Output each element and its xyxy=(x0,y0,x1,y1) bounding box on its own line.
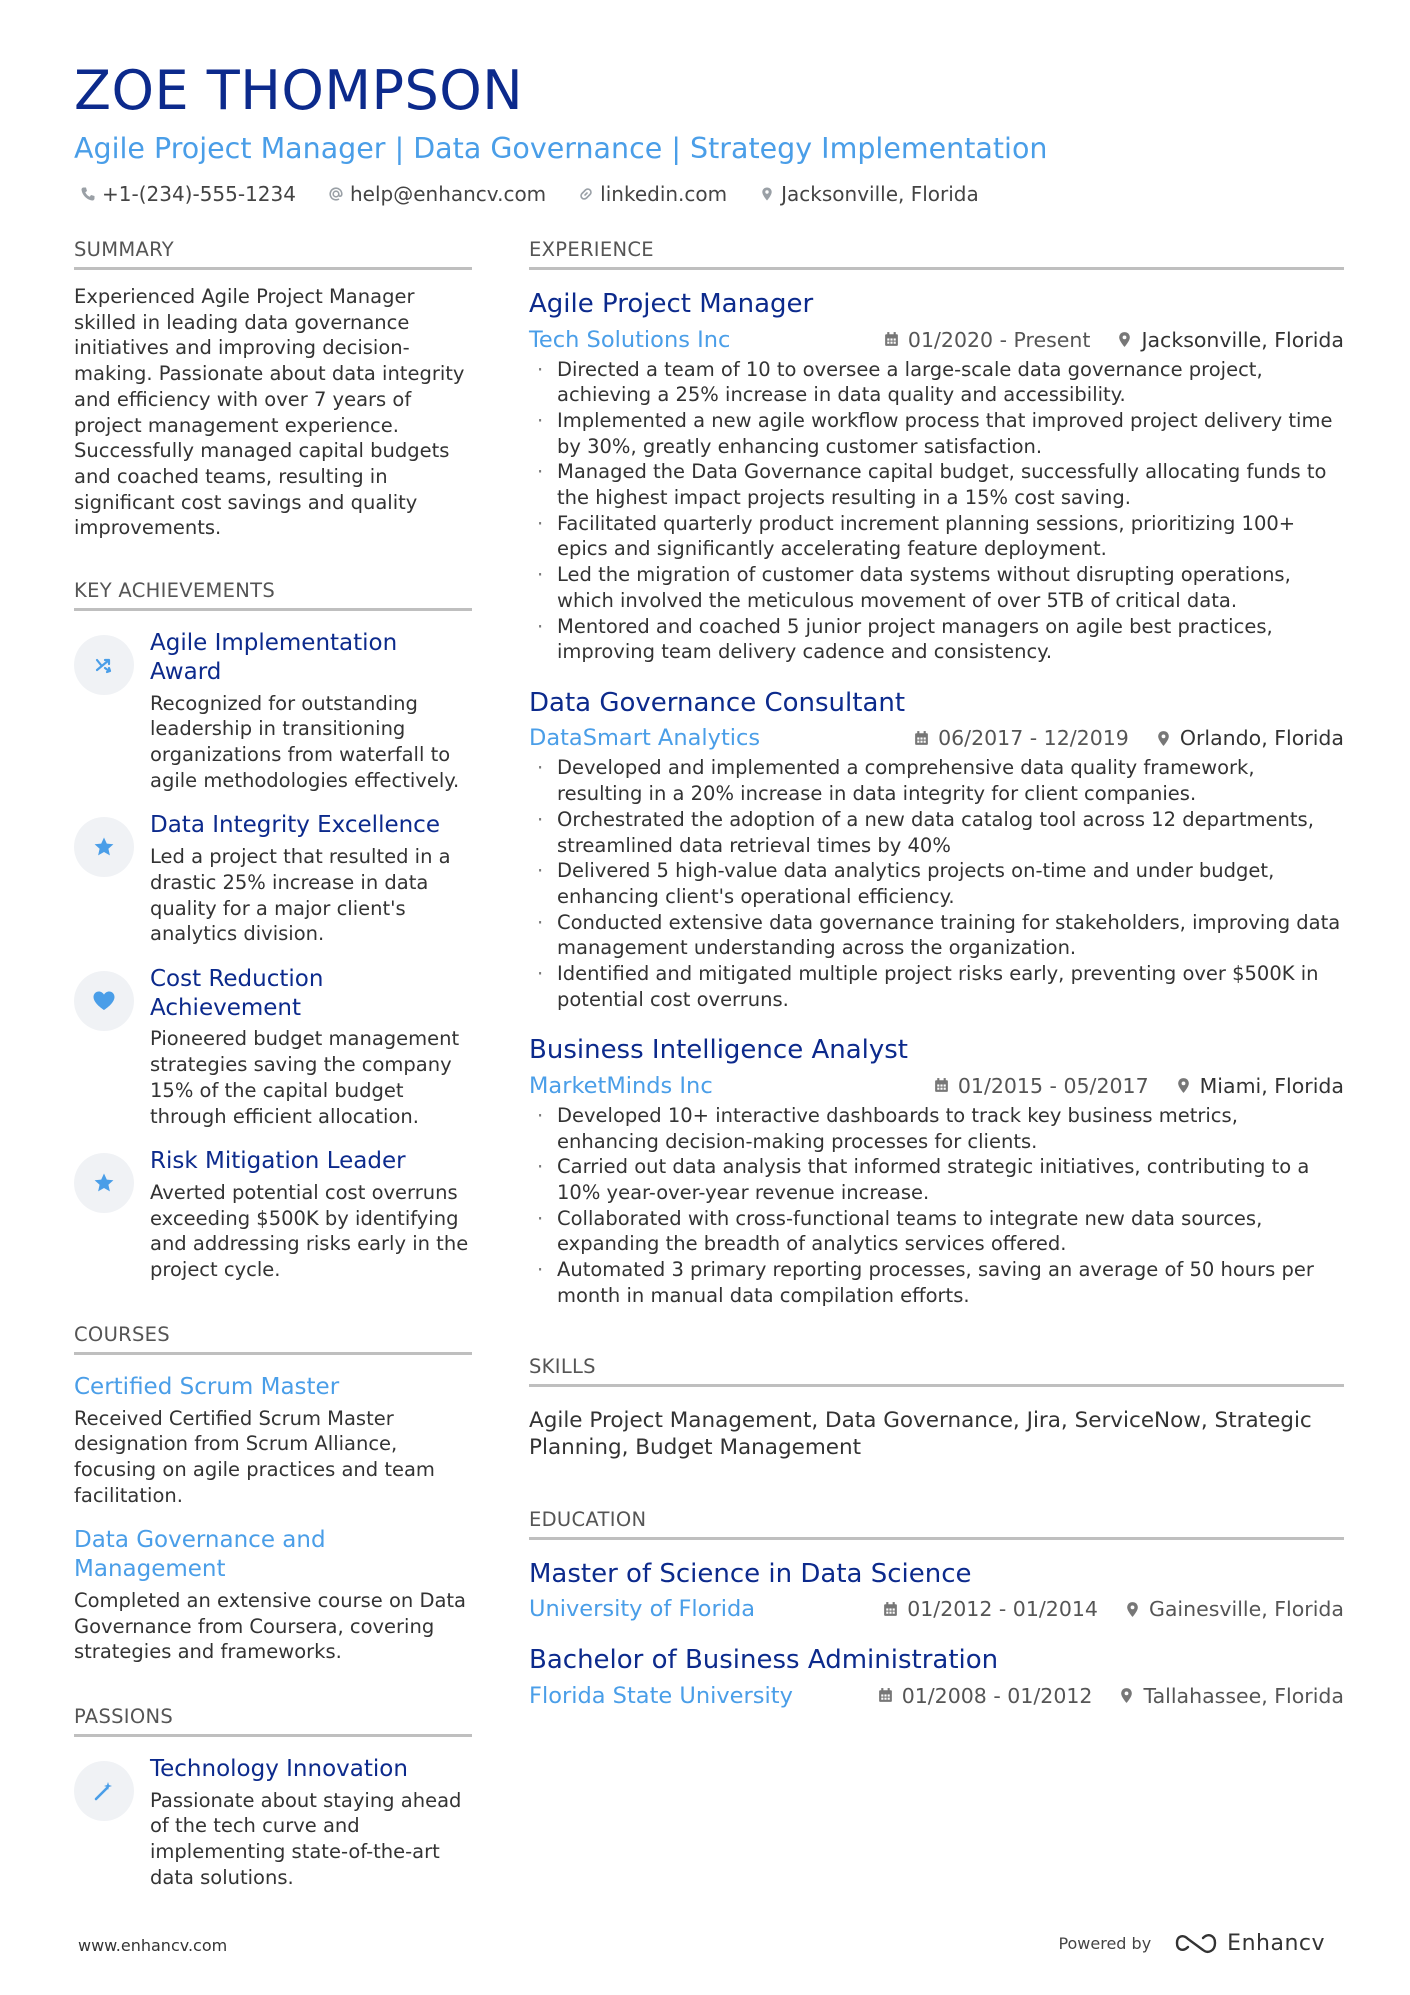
company-name: DataSmart Analytics xyxy=(529,725,761,752)
location-pin-icon xyxy=(1118,1687,1135,1704)
calendar-icon xyxy=(883,331,900,348)
right-column xyxy=(529,238,1344,1709)
job-bullet: · Directed a team of 10 to oversee a large-scale data governance project, achieving a 25% increase in data quality and accessibility. xyxy=(529,357,1344,408)
location-pin-icon xyxy=(1124,1601,1141,1618)
enhancv-logo-icon xyxy=(1173,1930,1219,1956)
location-pin-icon xyxy=(759,186,775,202)
candidate-name: ZOE THOMPSON xyxy=(74,59,524,122)
degree-title: Master of Science in Data Science xyxy=(529,1558,972,1589)
education-section xyxy=(529,1508,1344,1709)
company-name: MarketMinds Inc xyxy=(529,1072,713,1099)
brand-name: Enhancv xyxy=(1227,1930,1325,1956)
achievement-text: Pioneered budget management strategies saving the company 15% of the capital budget through efficient allocation. xyxy=(150,1027,460,1128)
linkedin-text: linkedin.com xyxy=(600,182,728,207)
summary-heading: SUMMARY xyxy=(74,238,472,270)
course-title: Certified Scrum Master xyxy=(74,1373,340,1400)
school-name: University of Florida xyxy=(529,1596,756,1623)
left-column xyxy=(74,238,472,1891)
job-bullet: · Delivered 5 high-value data analytics projects on-time and under budget, enhancing client's operational efficiency. xyxy=(529,858,1344,909)
achievement-item xyxy=(74,811,472,947)
achievement-title: Risk Mitigation Leader xyxy=(150,1148,406,1175)
job-bullet: · Orchestrated the adoption of a new data catalog tool across 12 departments, streamlined data retrieval times by 40% xyxy=(529,807,1344,858)
calendar-icon xyxy=(933,1077,950,1094)
contact-phone[interactable] xyxy=(74,182,296,206)
degree-title: Bachelor of Business Administration xyxy=(529,1645,999,1676)
job-bullet: · Led the migration of customer data systems without disrupting operations, which involved the meticulous movement of over 5TB of critical data. xyxy=(529,562,1344,613)
summary-text: Experienced Agile Project Manager skilled in leading data governance initiatives and improving decision-making. Passionate about data integrity and efficiency with over 7 years of project management experience. Successfully managed capital budgets and coached teams, resulting in significant cost savings and quality improvements. xyxy=(74,285,465,540)
magic-wand-icon xyxy=(74,1761,134,1821)
achievement-item xyxy=(74,629,472,793)
star-icon xyxy=(74,817,134,877)
experience-heading: EXPERIENCE xyxy=(529,238,1344,270)
job-bullets xyxy=(529,1103,1344,1309)
agile-arrows-icon xyxy=(74,635,134,695)
achievement-title: Cost Reduction Achievement xyxy=(150,965,324,1021)
job-bullet: · Collaborated with cross-functional teams to integrate new data sources, expanding the breadth of analytics services offered. xyxy=(529,1206,1344,1257)
job-bullet: · Automated 3 primary reporting processes, saving an average of 50 hours per month in manual data compilation efforts. xyxy=(529,1257,1344,1308)
skills-text: Agile Project Management, Data Governance, Jira, ServiceNow, Strategic Planning, Budget Management xyxy=(529,1407,1312,1461)
course-item xyxy=(74,1526,472,1665)
course-text: Received Certified Scrum Master designation from Scrum Alliance, focusing on agile practices and team facilitation. xyxy=(74,1406,435,1507)
job-bullet: · Implemented a new agile workflow process that improved project delivery time by 30%, greatly enhancing customer satisfaction. xyxy=(529,408,1344,459)
job-title: Data Governance Consultant xyxy=(529,687,906,718)
education-dates: 01/2008 - 01/2012 xyxy=(901,1683,1093,1708)
job-entry xyxy=(529,687,1344,1013)
job-location: Miami, Florida xyxy=(1199,1073,1344,1098)
achievement-title: Data Integrity Excellence xyxy=(150,812,440,839)
achievement-text: Recognized for outstanding leadership in transitioning organizations from waterfall to agile methodologies effectively. xyxy=(150,691,460,792)
skills-section xyxy=(529,1355,1344,1462)
candidate-title: Agile Project Manager | Data Governance | Strategy Implementation xyxy=(74,132,1048,165)
job-bullet: · Conducted extensive data governance training for stakeholders, improving data management understanding across the organization. xyxy=(529,910,1344,961)
passions-heading: PASSIONS xyxy=(74,1705,472,1737)
star-icon xyxy=(74,1153,134,1213)
achievement-text: Led a project that resulted in a drastic 25% increase in data quality for a major client's analytics division. xyxy=(150,845,451,946)
course-title: Data Governance and Management xyxy=(74,1527,326,1583)
school-name: Florida State University xyxy=(529,1682,793,1709)
job-location: Orlando, Florida xyxy=(1179,726,1344,751)
passions-section xyxy=(74,1705,472,1891)
contact-email[interactable] xyxy=(322,182,546,206)
job-title: Agile Project Manager xyxy=(529,289,814,319)
footer-branding xyxy=(1058,1930,1325,1956)
contact-linkedin[interactable] xyxy=(572,182,727,206)
achievement-item xyxy=(74,965,472,1129)
skills-heading: SKILLS xyxy=(529,1355,1344,1387)
location-pin-icon xyxy=(1155,730,1172,747)
job-bullet: · Developed and implemented a comprehensive data quality framework, resulting in a 20% increase in data integrity for client companies. xyxy=(529,755,1344,806)
calendar-icon xyxy=(913,730,930,747)
job-bullets xyxy=(529,357,1344,665)
education-location: Tallahassee, Florida xyxy=(1143,1683,1344,1708)
experience-section xyxy=(529,238,1344,1309)
job-location: Jacksonville, Florida xyxy=(1141,327,1344,352)
job-bullet: · Carried out data analysis that informed strategic initiatives, contributing to a 10% year-over-year revenue increase. xyxy=(529,1154,1344,1205)
job-bullets xyxy=(529,755,1344,1012)
courses-section xyxy=(74,1323,472,1665)
courses-heading: COURSES xyxy=(74,1323,472,1355)
email-text: help@enhancv.com xyxy=(349,182,547,207)
passion-text: Passionate about staying ahead of the tech curve and implementing state-of-the-art data solutions. xyxy=(150,1788,462,1889)
calendar-icon xyxy=(882,1601,899,1618)
heart-icon xyxy=(74,971,134,1031)
location-pin-icon xyxy=(1116,331,1133,348)
job-title: Business Intelligence Analyst xyxy=(529,1035,909,1066)
education-entry xyxy=(529,1558,1344,1623)
page-footer xyxy=(0,1930,1410,1960)
education-heading: EDUCATION xyxy=(529,1508,1344,1540)
course-text: Completed an extensive course on Data Governance from Coursera, covering strategies and frameworks. xyxy=(74,1588,466,1664)
phone-icon xyxy=(80,186,96,202)
passion-item xyxy=(74,1755,472,1891)
at-icon xyxy=(328,186,344,202)
job-bullet: · Identified and mitigated multiple project risks early, preventing over $500K in potential cost overruns. xyxy=(529,961,1344,1012)
education-dates: 01/2012 - 01/2014 xyxy=(907,1597,1098,1622)
achievement-title: Agile Implementation Award xyxy=(150,630,398,685)
achievement-item xyxy=(74,1147,472,1283)
resume-header xyxy=(74,59,1344,207)
company-name: Tech Solutions Inc xyxy=(529,326,731,353)
powered-by-text: Powered by xyxy=(1058,1933,1152,1953)
passion-title: Technology Innovation xyxy=(150,1755,408,1782)
achievement-text: Averted potential cost overruns exceeding $500K by identifying and addressing risks early in the project cycle. xyxy=(150,1180,469,1282)
footer-website-link[interactable]: www.enhancv.com xyxy=(78,1936,228,1955)
job-bullet: · Facilitated quarterly product increment planning sessions, prioritizing 100+ epics and significantly accelerating feature deployment. xyxy=(529,511,1344,562)
summary-section xyxy=(74,238,472,541)
job-bullet: · Managed the Data Governance capital budget, successfully allocating funds to the highest impact projects resulting in a 15% cost saving. xyxy=(529,459,1344,510)
link-icon xyxy=(578,186,594,202)
phone-text: +1-(234)-555-1234 xyxy=(102,182,296,207)
job-dates: 06/2017 - 12/2019 xyxy=(938,726,1129,751)
education-location: Gainesville, Florida xyxy=(1148,1597,1344,1622)
achievements-heading: KEY ACHIEVEMENTS xyxy=(74,579,472,611)
location-pin-icon xyxy=(1175,1077,1192,1094)
course-item xyxy=(74,1373,472,1509)
job-dates: 01/2015 - 05/2017 xyxy=(957,1073,1149,1098)
education-entry xyxy=(529,1644,1344,1709)
calendar-icon xyxy=(877,1687,894,1704)
job-entry xyxy=(529,1034,1344,1308)
job-bullet: · Mentored and coached 5 junior project managers on agile best practices, improving team delivery cadence and consistency. xyxy=(529,614,1344,665)
job-entry xyxy=(529,288,1344,665)
contact-location xyxy=(753,182,979,206)
contact-bar xyxy=(74,182,1344,206)
achievements-section xyxy=(74,579,472,1283)
job-dates: 01/2020 - Present xyxy=(907,327,1091,352)
job-bullet: · Developed 10+ interactive dashboards to track key business metrics, enhancing decision-making processes for clients. xyxy=(529,1103,1344,1154)
location-text: Jacksonville, Florida xyxy=(781,182,979,207)
